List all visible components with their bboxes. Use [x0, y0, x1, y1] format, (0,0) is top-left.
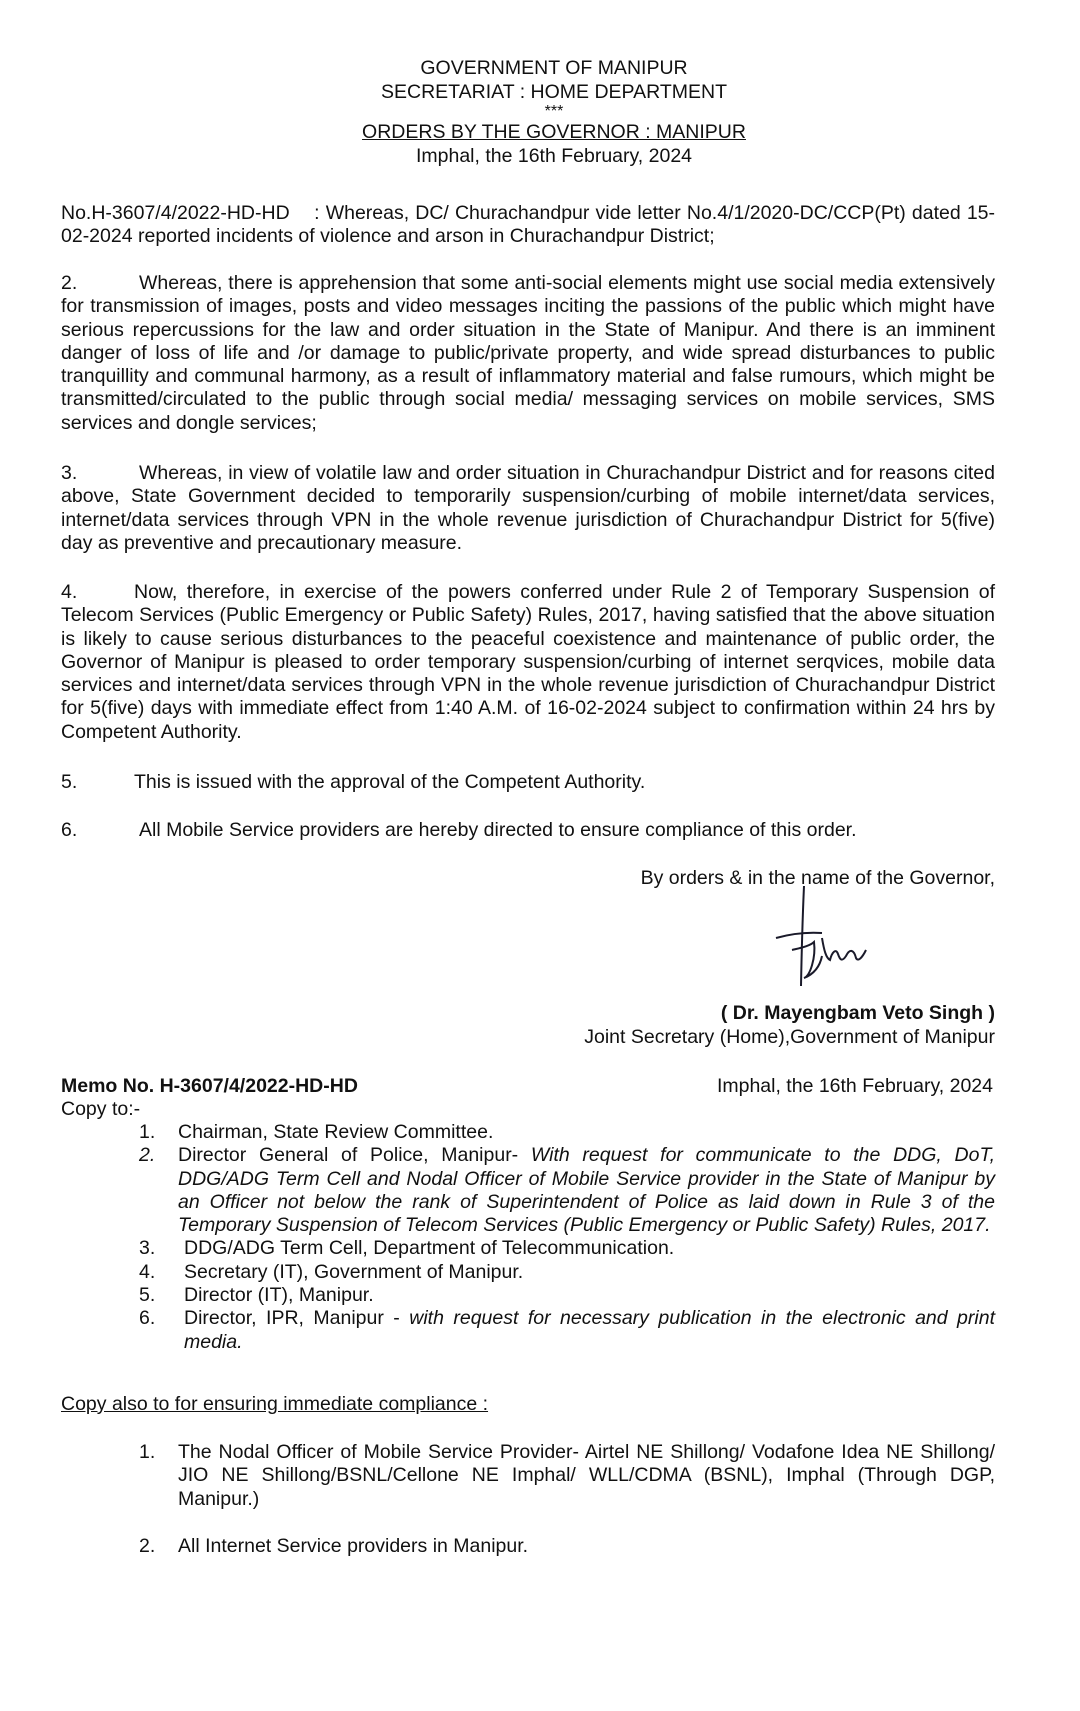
list-item-number: 6. — [139, 1307, 156, 1330]
paragraph-6-text: All Mobile Service providers are hereby directed to ensure compliance of this order. — [139, 819, 857, 841]
orders-title: ORDERS BY THE GOVERNOR : MANIPUR — [362, 121, 746, 143]
signatory-name: ( Dr. Mayengbam Veto Singh ) — [720, 1002, 995, 1024]
department-title: SECRETARIAT : HOME DEPARTMENT — [381, 81, 727, 103]
list-item-text: Secretary (IT), Government of Manipur. — [184, 1260, 524, 1283]
paragraph-3 — [61, 462, 995, 555]
list-item-text: Director General of Police, Manipur- — [178, 1144, 531, 1167]
list-item-text: The Nodal Officer of Mobile Service Provider- Airtel NE Shillong/ Vodafone Idea NE Shillong/ JIO NE Shillong/BSNL/Cellone NE Imphal/ WLL/CDMA (BSNL), Imphal (Through DGP, Manipur.) — [178, 1441, 995, 1510]
list-item-number: 3. — [139, 1237, 156, 1260]
memo-number: Memo No. H-3607/4/2022-HD-HD — [61, 1075, 358, 1097]
list-item — [61, 1441, 995, 1511]
paragraph-1-text: : Whereas, DC/ Churachandpur vide letter No.4/1/2020-DC/CCP(Pt) dated 15-02-2024 reported incidents of violence and arson in Churachandpur District; — [61, 202, 996, 248]
paragraph-5 — [61, 771, 995, 794]
list-item-number: 4. — [139, 1260, 156, 1283]
copy-to-label: Copy to:- — [61, 1098, 141, 1120]
list-item-number: 2. — [139, 1144, 156, 1167]
paragraph-6-number: 6. — [61, 819, 78, 841]
list-item — [61, 1284, 995, 1307]
list-item-text: Chairman, State Review Committee. — [178, 1121, 494, 1143]
list-item-number: 1. — [139, 1441, 156, 1463]
paragraph-5-text: This is issued with the approval of the Competent Authority. — [134, 771, 646, 793]
list-item-italic-text: with request for necessary publication in the electronic and print media. — [184, 1307, 995, 1353]
list-item-number: 5. — [139, 1284, 156, 1307]
by-orders-line: By orders & in the name of the Governor, — [640, 867, 995, 889]
list-item-number: 1. — [139, 1121, 156, 1143]
paragraph-2-number: 2. — [61, 272, 78, 294]
memo-header — [61, 1075, 993, 1098]
paragraph-4-text: Now, therefore, in exercise of the powers conferred under Rule 2 of Temporary Suspension of Telecom Services (Public Emergency or Public Safety) Rules, 2017, having satisfied that the above situation is likely to cause serious disturbances to the peaceful coexistence and maintenance of public order, the Governor of Manipur is pleased to order temporary suspension/curbing of internet serqvices, mobile data services and internet/data services through VPN in the whole revenue jurisdiction of Churachandpur District for 5(five) days with immediate effect from 1:40 A.M. of 16-02-2024 subject to confirmation within 24 hrs by Competent Authority. — [61, 581, 995, 743]
list-item-text: Director (IT), Manipur. — [184, 1284, 374, 1307]
copy-also-list — [61, 1441, 995, 1558]
list-item-text: All Internet Service providers in Manipur. — [178, 1534, 529, 1557]
paragraph-4 — [61, 581, 995, 744]
government-title: GOVERNMENT OF MANIPUR — [420, 57, 688, 79]
list-item — [61, 1237, 995, 1260]
order-number: No.H-3607/4/2022-HD-HD — [61, 202, 290, 224]
paragraph-1 — [61, 202, 995, 249]
document-header — [0, 56, 1080, 168]
list-item-text: Director, IPR, Manipur - — [184, 1307, 410, 1330]
list-item — [61, 1535, 995, 1558]
handwritten-signature — [770, 878, 890, 998]
list-item — [61, 1261, 995, 1284]
signatory-designation: Joint Secretary (Home),Government of Manipur — [584, 1026, 995, 1048]
copy-to-list — [61, 1121, 995, 1354]
stars-separator: *** — [544, 103, 564, 120]
paragraph-6 — [61, 819, 995, 842]
copy-also-label: Copy also to for ensuring immediate compliance : — [61, 1393, 489, 1415]
paragraph-2 — [61, 272, 995, 435]
list-item-text: DDG/ADG Term Cell, Department of Telecommunication. — [184, 1237, 675, 1260]
list-item-italic-text: With request for communicate to the DDG, DoT, DDG/ADG Term Cell and Nodal Officer of Mobile Service provider in the State of Manipur by an Officer not below the rank of Superintendent of Police as laid down in Rule 3 of the Temporary Suspension of Telecom Services (Public Emergency or Public Safety) Rules, 2017. — [178, 1144, 995, 1237]
paragraph-3-number: 3. — [61, 462, 78, 484]
paragraph-4-number: 4. — [61, 581, 78, 603]
paragraph-5-number: 5. — [61, 771, 78, 793]
paragraph-2-text: Whereas, there is apprehension that some anti-social elements might use social media extensively for transmission of images, posts and video messages inciting the passions of the public which might have serious repercussions for the law and order situation in the State of Manipur. And there is an imminent danger of loss of life and /or damage to public/private property, and wide spread disturbances to public tranquillity and communal harmony, as a result of inflammatory material and false rumours, which might be transmitted/circulated to the public through social media/ messaging services on mobile services, SMS services and dongle services; — [61, 272, 995, 434]
list-item-number: 2. — [139, 1534, 156, 1557]
paragraph-3-text: Whereas, in view of volatile law and order situation in Churachandpur District and for reasons cited above, State Government decided to temporarily suspension/curbing of mobile internet/data services, internet/data services through VPN in the whole revenue jurisdiction of Churachandpur District for 5(five) day as preventive and precautionary measure. — [61, 462, 995, 554]
memo-date: Imphal, the 16th February, 2024 — [716, 1075, 993, 1097]
list-item — [61, 1121, 995, 1144]
list-item — [61, 1307, 995, 1354]
list-item — [61, 1144, 995, 1237]
place-date: Imphal, the 16th February, 2024 — [415, 145, 693, 167]
